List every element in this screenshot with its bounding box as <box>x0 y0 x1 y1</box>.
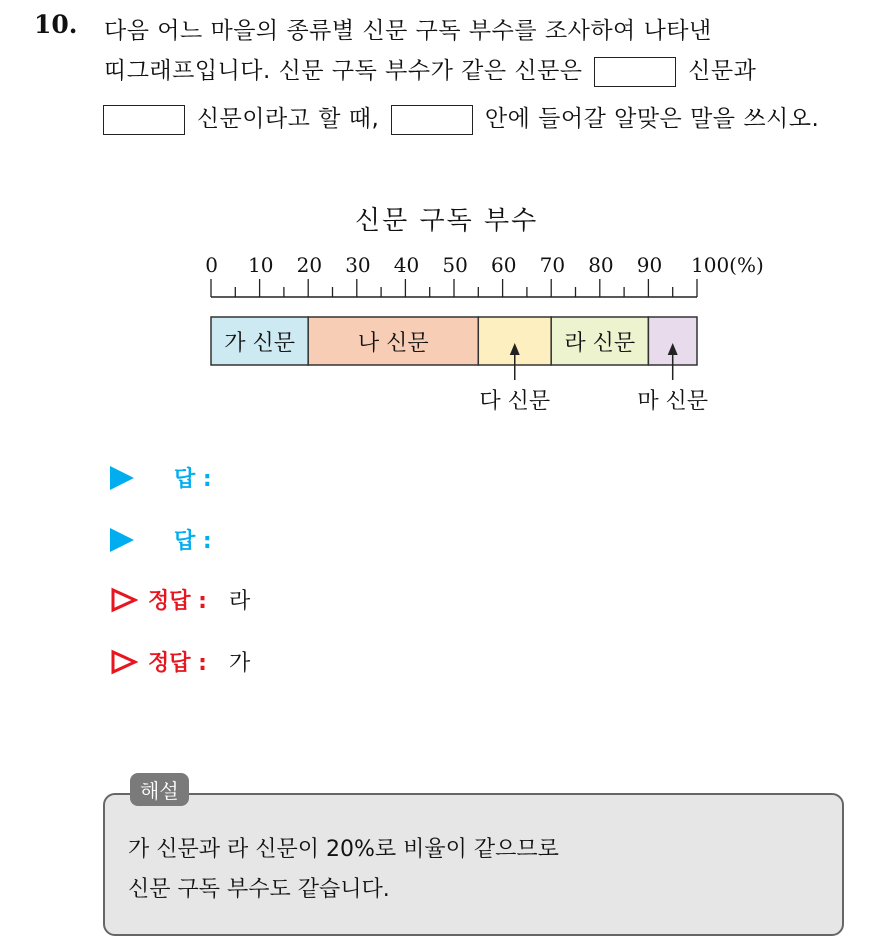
student-answer-row-1 <box>110 462 212 493</box>
question-line-1: 다음 어느 마을의 종류별 신문 구독 부수를 조사하여 나타낸 <box>104 18 712 44</box>
correct-answer-label: 정답 : <box>148 589 207 614</box>
scale-tick-label: 40 <box>393 253 420 277</box>
outline-triangle-icon <box>110 649 138 675</box>
student-answer-row-2 <box>110 524 212 555</box>
question-line-2-tail: 신문과 <box>688 58 757 84</box>
segment-label: 나 신문 <box>357 331 429 356</box>
scale-tick-label: 90 <box>636 253 663 277</box>
chart-title: 신문 구독 부수 <box>355 206 539 236</box>
scale-tick-label: 70 <box>539 253 566 277</box>
strip-chart <box>0 0 884 440</box>
scale-tick-label: 20 <box>296 253 323 277</box>
question-number: 10. <box>34 10 78 39</box>
question-line-3-tail: 안에 들어갈 알맞은 말을 쓰시오. <box>484 106 820 132</box>
segment-callout-label: 마 신문 <box>637 389 709 414</box>
explanation-line-2: 신문 구독 부수도 같습니다. <box>128 877 390 902</box>
scale-tick-label: 30 <box>345 253 371 277</box>
explanation-line-1: 가 신문과 라 신문이 20%로 비율이 같으므로 <box>128 837 559 862</box>
correct-answer-label: 정답 : <box>148 651 207 676</box>
scale-tick-label: 10 <box>248 253 274 277</box>
answer-label: 답 : <box>174 467 212 492</box>
question-line-3-text: 신문이라고 할 때, <box>196 106 380 132</box>
solid-triangle-icon <box>110 528 134 552</box>
scale-tick-label: 60 <box>491 253 517 277</box>
correct-answer-value: 가 <box>228 651 251 676</box>
scale-tick-label: 80 <box>588 253 614 277</box>
explanation-tag: 해설 <box>130 773 189 806</box>
answer-label: 답 : <box>174 529 212 554</box>
segment-label: 가 신문 <box>224 331 295 356</box>
correct-answer-row-1 <box>110 584 250 615</box>
segment-callout-label: 다 신문 <box>479 389 551 414</box>
correct-answer-row-2 <box>110 646 250 677</box>
correct-answer-value: 라 <box>228 589 251 614</box>
question-line-2-text: 띠그래프입니다. 신문 구독 부수가 같은 신문은 <box>104 58 583 84</box>
scale-tick-label: 50 <box>442 253 468 277</box>
explanation-box <box>103 793 844 936</box>
solid-triangle-icon <box>110 466 134 490</box>
segment-label: 라 신문 <box>564 331 636 356</box>
scale-tick-label: 0 <box>205 253 218 277</box>
outline-triangle-icon <box>110 587 138 613</box>
scale-tick-label: 100(%) <box>691 253 764 277</box>
